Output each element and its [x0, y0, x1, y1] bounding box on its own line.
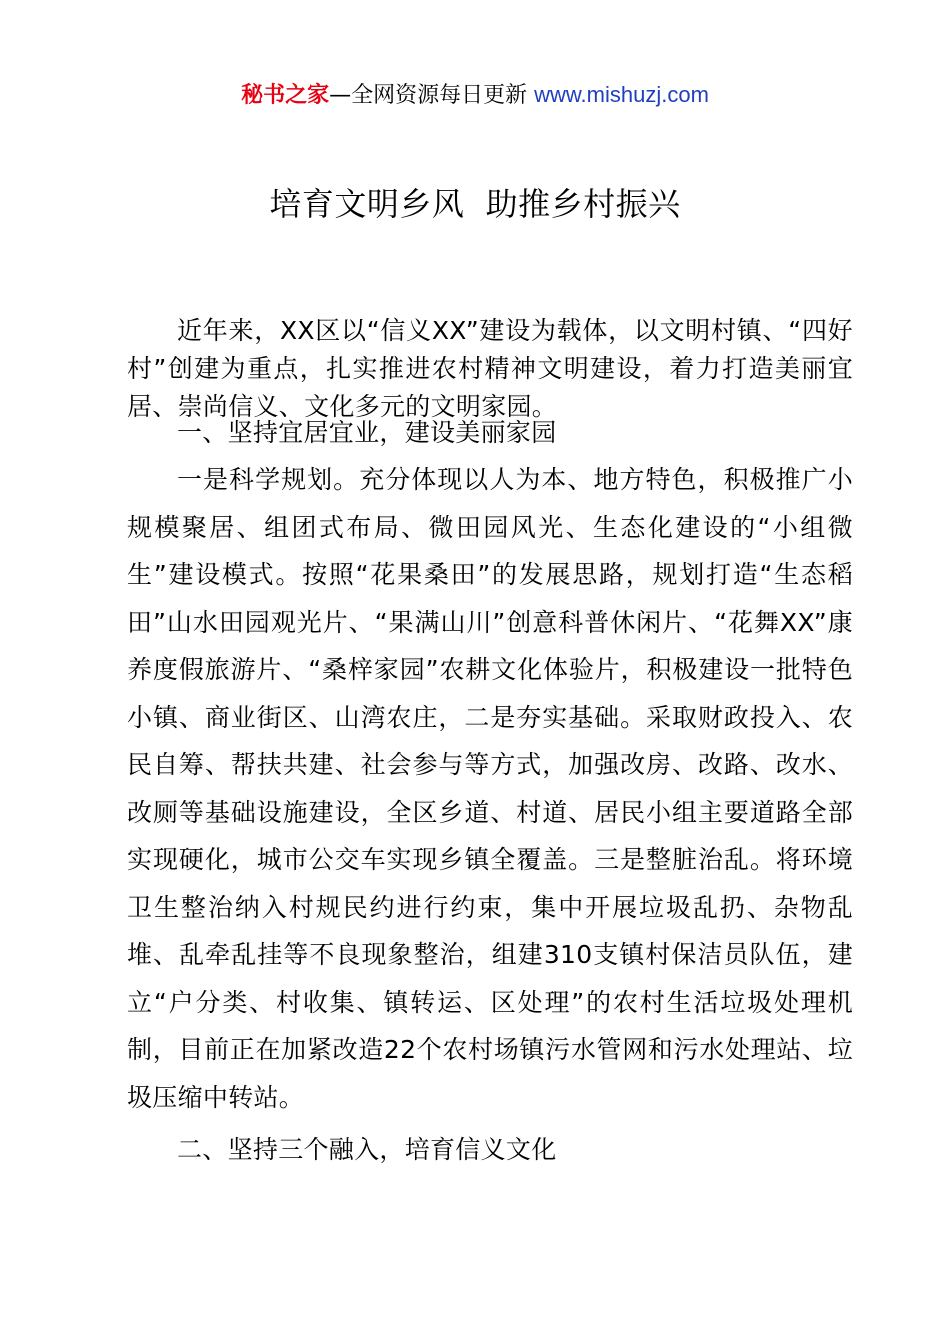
section1-paragraph: 一是科学规划。充分体现以人为本、地方特色，积极推广小规模聚居、组团式布局、微田园风光、生态化建设的“小组微生”建设模式。按照“花果桑田”的发展思路，规划打造“生态稻田”山水田园观光片、“果满山川”创意科普休闲片、“花舞XX”康养度假旅游片、“桑梓家园”农耕文化体验片，积极建设一批特色小镇、商业街区、山湾农庄，二是夯实基础。采取财政投入、农民自筹、帮扶共建、社会参与等方式，加强改房、改路、改水、改厕等基础设施建设，全区乡道、村道、居民小组主要道路全部实现硬化，城市公交车实现乡镇全覆盖。三是整脏治乱。将环境卫生整治纳入村规民约进行约束，集中开展垃圾乱扔、杂物乱堆、乱牵乱挂等不良现象整治，组建310支镇村保洁员队伍，建立“户分类、村收集、镇转运、区处理”的农村生活垃圾处理机制，目前正在加紧改造22个农村场镇污水管网和污水处理站、垃圾压缩中转站。: [127, 465, 853, 1112]
section2-block: [127, 1126, 853, 1173]
section1-block: [127, 414, 853, 452]
site-tagline: —全网资源每日更新: [329, 83, 528, 108]
site-brand: 秘书之家: [241, 83, 330, 108]
site-url-link[interactable]: www.mishuzj.com: [534, 82, 709, 107]
document-title: 培育文明乡风 助推乡村振兴: [269, 185, 681, 223]
site-header: [0, 80, 950, 111]
section1-heading: 一、坚持宜居宜业，建设美丽家园: [177, 418, 557, 447]
section2-heading: 二、坚持三个融入，培育信义文化: [177, 1135, 557, 1164]
intro-paragraph: 近年来，XX区以“信义XX”建设为载体，以文明村镇、“四好村”创建为重点，扎实推进农村精神文明建设，着力打造美丽宜居、崇尚信义、文化多元的文明家园。: [127, 316, 853, 421]
intro-block: [127, 312, 853, 426]
section1-body: [127, 456, 853, 1121]
